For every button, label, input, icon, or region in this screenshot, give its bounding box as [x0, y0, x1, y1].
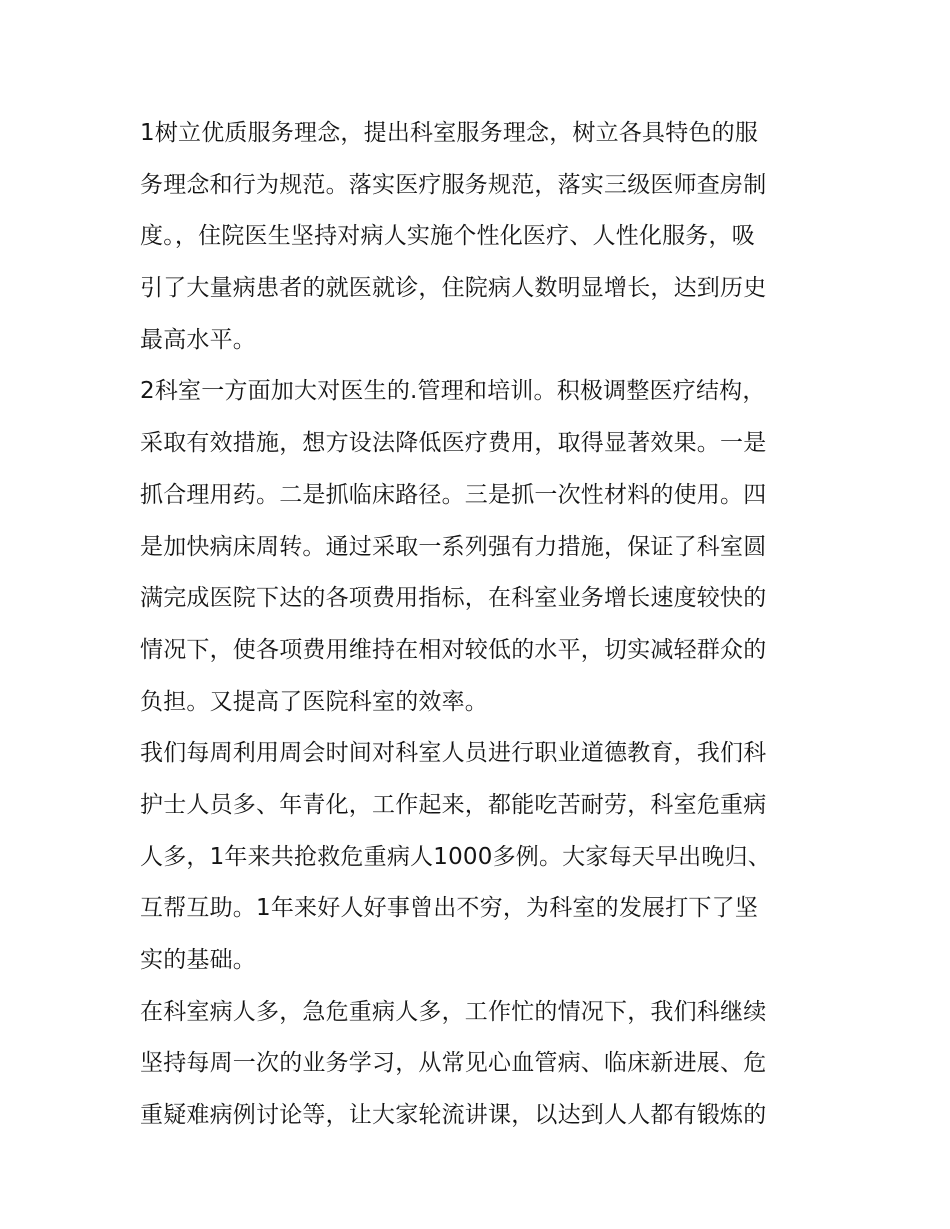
paragraph-4	[140, 987, 830, 1142]
text-line: 情况下，使各项费用维持在相对较低的水平，切实减轻群众的	[140, 636, 767, 663]
paragraph-3	[140, 728, 830, 986]
text-line: 在科室病人多，急危重病人多，工作忙的情况下，我们科继续	[140, 998, 767, 1025]
text-line: 采取有效措施，想方设法降低医疗费用，取得显著效果。一是	[140, 430, 767, 457]
text-line: 互帮互助。1年来好人好事曾出不穷，为科室的发展打下了坚	[140, 895, 759, 922]
text-line: 坚持每周一次的业务学习，从常见心血管病、临床新进展、危	[140, 1050, 767, 1077]
text-line: 满完成医院下达的各项费用指标，在科室业务增长速度较快的	[140, 585, 767, 612]
document-body	[140, 108, 830, 1142]
text-line: 最高水平。	[140, 326, 256, 353]
text-line: 护士人员多、年青化，工作起来，都能吃苦耐劳，科室危重病	[140, 791, 767, 818]
text-line: 引了大量病患者的就医就诊，住院病人数明显增长，达到历史	[140, 275, 767, 302]
text-line: 抓合理用药。二是抓临床路径。三是抓一次性材料的使用。四	[140, 481, 767, 508]
paragraph-1	[140, 108, 830, 366]
text-line: 2科室一方面加大对医生的.管理和培训。积极调整医疗结构，	[140, 378, 766, 405]
text-line: 1树立优质服务理念，提出科室服务理念，树立各具特色的服	[140, 120, 759, 146]
text-line: 重疑难病例讨论等，让大家轮流讲课，以达到人人都有锻炼的	[140, 1102, 767, 1129]
text-line: 实的基础。	[140, 947, 256, 973]
paragraph-2	[140, 366, 830, 728]
text-line: 我们每周利用周会时间对科室人员进行职业道德教育，我们科	[140, 740, 767, 767]
text-line: 人多，1年来共抢救危重病人1000多例。大家每天早出晚归、	[140, 843, 771, 870]
text-line: 度。，住院医生坚持对病人实施个性化医疗、人性化服务，吸	[140, 223, 755, 250]
text-line: 务理念和行为规范。落实医疗服务规范，落实三级医师查房制	[140, 171, 767, 198]
text-line: 是加快病床周转。通过采取一系列强有力措施，保证了科室圆	[140, 533, 767, 560]
text-line: 负担。又提高了医院科室的效率。	[140, 688, 488, 715]
